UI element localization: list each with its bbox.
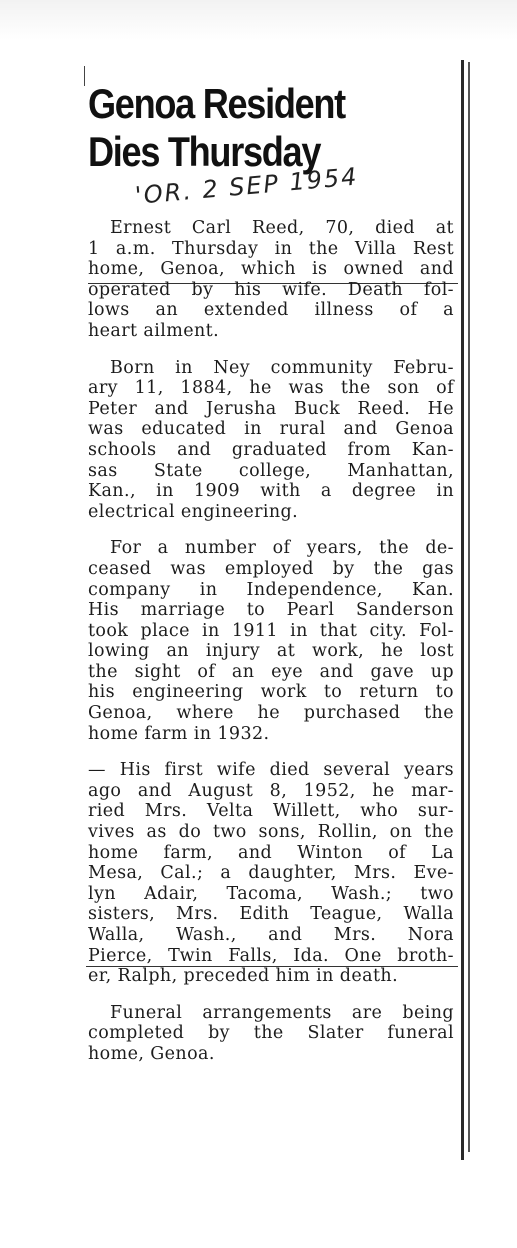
- text-line: heart ailment.: [88, 320, 220, 341]
- headline-line-2: Dies Thursday: [88, 128, 321, 175]
- text-line: sas State college, Manhattan,: [88, 460, 454, 481]
- text-line: operated by his wife. Death fol-: [88, 279, 454, 300]
- text-line: lows an extended illness of a: [88, 300, 454, 321]
- paragraph-1: [88, 218, 454, 342]
- text-line: Genoa, where he purchased the: [88, 703, 454, 724]
- text-line: company in Independence, Kan.: [88, 579, 454, 600]
- text-line: took place in 1911 in that city. Fol-: [88, 620, 454, 641]
- paragraph-2: [88, 358, 454, 523]
- text-line: Born in Ney community Febru-: [110, 357, 454, 378]
- clipping-edge-right: [461, 60, 464, 1160]
- text-line: ago and August 8, 1952, he mar-: [88, 780, 454, 801]
- text-line: home, Genoa.: [88, 1043, 215, 1064]
- text-line: er, Ralph, preceded him in death.: [88, 966, 399, 987]
- text-line: Funeral arrangements are being: [110, 1002, 454, 1023]
- scan-shadow: [0, 0, 517, 40]
- text-line: For a number of years, the de-: [110, 538, 454, 559]
- text-line: lyn Adair, Tacoma, Wash.; two: [88, 883, 454, 904]
- text-line: His marriage to Pearl Sanderson: [88, 600, 454, 621]
- text-line: ceased was employed by the gas: [88, 558, 454, 579]
- text-line: vives as do two sons, Rollin, on the: [88, 822, 454, 843]
- clipping-edge-left: [84, 66, 85, 86]
- paragraph-3: [88, 538, 454, 744]
- paragraph-4: [88, 760, 454, 987]
- clipping-edge-right-inner: [468, 62, 470, 1152]
- text-line: Ernest Carl Reed, 70, died at: [110, 218, 454, 238]
- text-line: Peter and Jerusha Buck Reed. He: [88, 398, 454, 419]
- text-line: ary 11, 1884, he was the son of: [88, 378, 454, 399]
- headline-line-1: Genoa Resident: [88, 80, 345, 127]
- text-line: lowing an injury at work, he lost: [88, 641, 454, 662]
- text-line: schools and graduated from Kan-: [88, 439, 454, 460]
- text-line: was educated in rural and Genoa: [88, 419, 454, 440]
- text-line: Walla, Wash., and Mrs. Nora: [88, 925, 454, 945]
- text-line: home farm in 1932.: [88, 723, 270, 744]
- text-line: ried Mrs. Velta Willett, who sur-: [88, 801, 454, 822]
- text-line: home farm, and Winton of La: [88, 842, 454, 863]
- text-line: home, Genoa, which is owned and: [88, 259, 454, 280]
- article-body: [88, 218, 454, 1081]
- headline: [88, 80, 406, 176]
- text-line: electrical engineering.: [88, 501, 299, 522]
- handwritten-date-note: 'OR. 2 SEP 1954: [134, 162, 360, 210]
- text-line: Pierce, Twin Falls, Ida. One broth-: [88, 945, 454, 966]
- text-line: — His first wife died several years: [88, 760, 454, 781]
- text-line: his engineering work to return to: [88, 682, 454, 703]
- text-line: 1 a.m. Thursday in the Villa Rest: [88, 238, 454, 259]
- text-line: completed by the Slater funeral: [88, 1023, 454, 1044]
- text-line: the sight of an eye and gave up: [88, 661, 454, 682]
- text-line: sisters, Mrs. Edith Teague, Walla: [88, 904, 454, 925]
- paragraph-5: [88, 1003, 454, 1065]
- text-line: Mesa, Cal.; a daughter, Mrs. Eve-: [88, 863, 454, 884]
- text-line: Kan., in 1909 with a degree in: [88, 481, 454, 502]
